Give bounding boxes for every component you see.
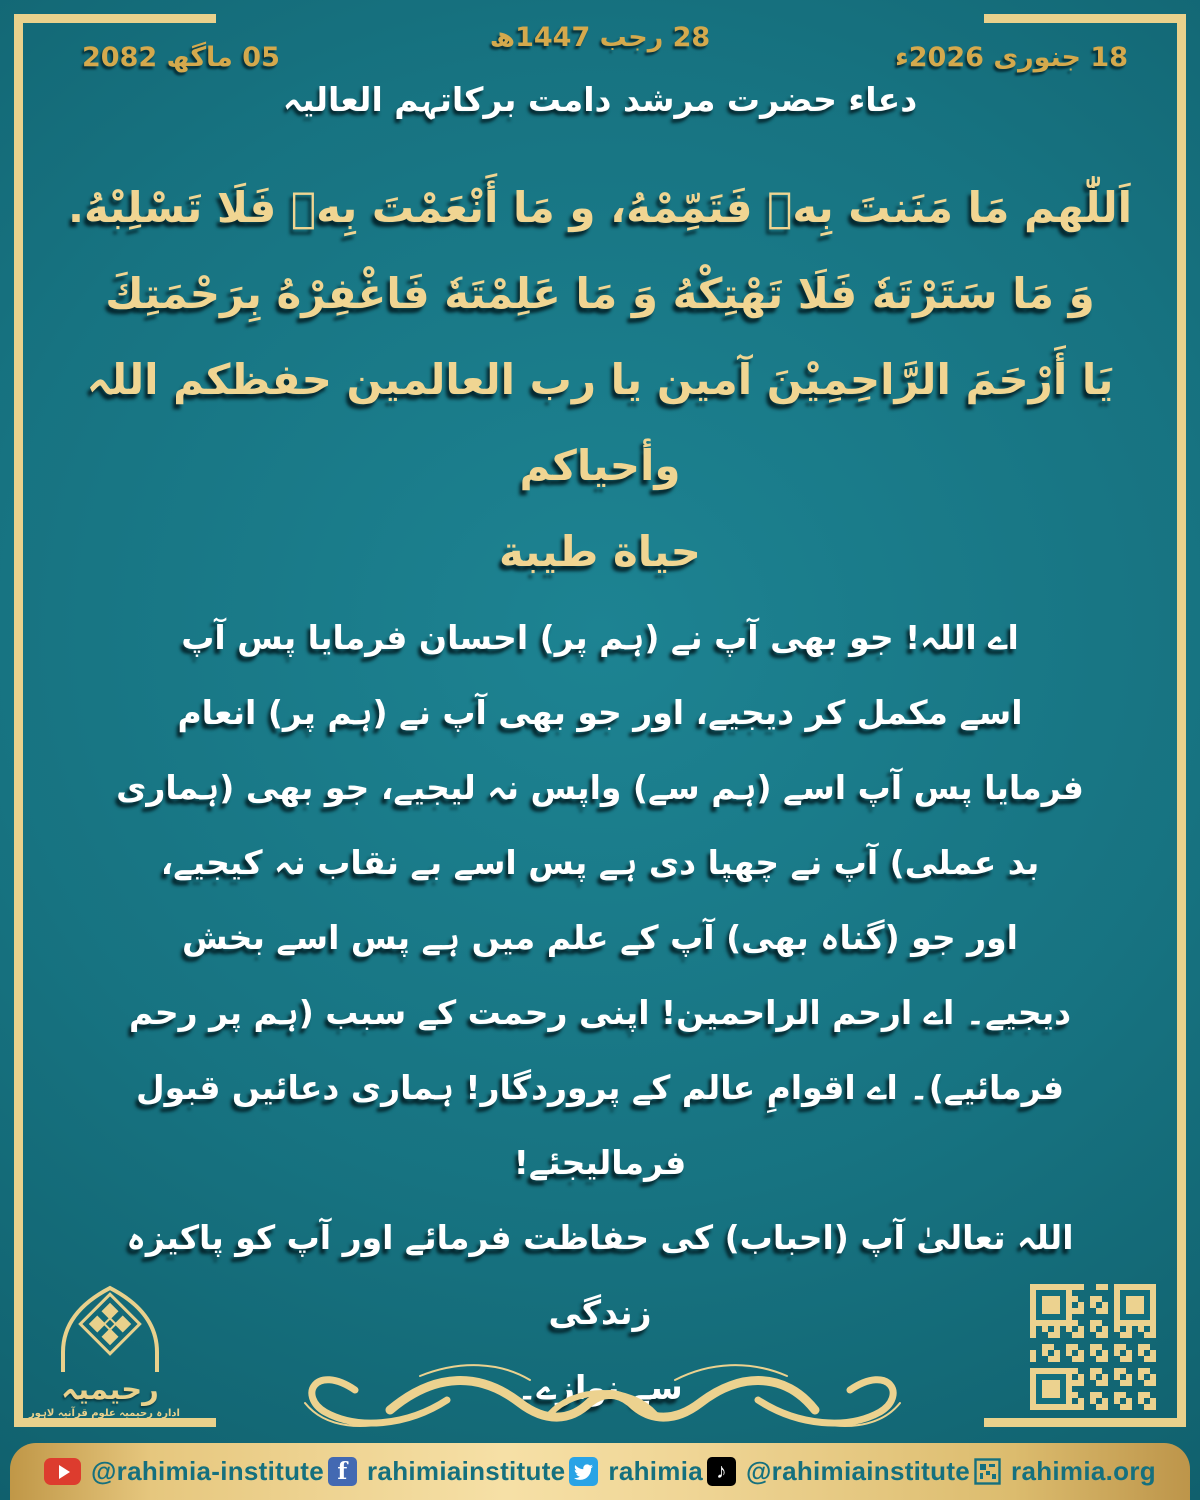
frame-left — [14, 14, 23, 1427]
urdu-line-5: اور جو (گناہ بھی) آپ کے علم میں ہے پس اسے بخش — [182, 918, 1018, 957]
urdu-line-8: اللہ تعالیٰ آپ (احباب) کی حفاظت فرمائے اور آپ کو پاکیزہ زندگی — [126, 1218, 1074, 1332]
footer-facebook-link[interactable] — [328, 1456, 565, 1487]
urdu-line-9: سے نوازے۔ — [517, 1368, 683, 1407]
date-gregorian: 18 جنوری 2026ء — [894, 42, 1128, 73]
arabic-line-4: حیاة طیبة — [499, 527, 701, 576]
rahimia-arch-logo-icon — [45, 1280, 175, 1372]
website-label: rahimia.org — [1011, 1456, 1156, 1486]
flourish-divider-icon — [295, 1358, 910, 1438]
qr-code — [1030, 1284, 1156, 1410]
urdu-line-7: فرمائیے)۔ اے اقوامِ عالم کے پروردگار! ہماری دعائیں قبول فرمالیجئے! — [136, 1068, 1064, 1182]
arabic-line-3: یَا أَرْحَمَ الرَّاحِمِیْنَ آمین یا رب العالمین حفظکم اللہ وأحیاکم — [86, 355, 1114, 490]
page-title: دعاء حضرت مرشد دامت برکاتہم العالیہ — [282, 80, 918, 119]
urdu-line-4: بد عملی) آپ نے چھپا دی ہے پس اسے بے نقاب نہ کیجیے، — [160, 843, 1040, 882]
qr-mini-icon — [974, 1458, 1001, 1485]
logo-subtitle: ادارہ رحیمیہ علومِ قرآنیہ لاہور — [29, 1408, 180, 1419]
youtube-handle: @rahimia-institute — [91, 1456, 325, 1486]
frame-right — [1177, 14, 1186, 1427]
urdu-line-2: اسے مکمل کر دیجیے، اور جو بھی آپ نے (ہم پر) انعام — [177, 693, 1023, 732]
facebook-f-icon: f — [328, 1457, 357, 1486]
date-hijri: 28 رجب 1447ھ — [489, 22, 711, 53]
arabic-line-1: اَللّٰهم مَا مَنَنتَ بِهٖ فَتَمِّمْهُ، و مَا أَنْعَمْتَ بِهٖ فَلَا تَسْلِبْهُ. — [68, 183, 1132, 232]
urdu-line-1: اے اللہ! جو بھی آپ نے (ہم پر) احسان فرمایا پس آپ — [181, 618, 1019, 657]
footer-website-link[interactable] — [974, 1456, 1156, 1487]
logo-name: رحیمیہ — [61, 1372, 159, 1406]
date-bikrami: 05 ماگھ 2082 — [82, 42, 280, 73]
arabic-line-2: وَ مَا سَتَرْتَهٗ فَلَا تَهْتِكْهُ وَ مَا عَلِمْتَهٗ فَاغْفِرْهُ بِرَحْمَتِكَ — [105, 269, 1095, 318]
footer-social-bar — [10, 1443, 1190, 1500]
urdu-translation — [70, 600, 1130, 1425]
twitter-handle: rahimia — [608, 1456, 703, 1486]
footer-youtube-link[interactable] — [44, 1456, 324, 1487]
twitter-bird-icon — [569, 1457, 598, 1486]
youtube-play-icon — [44, 1458, 81, 1485]
footer-tiktok-link[interactable] — [707, 1456, 970, 1487]
rahimia-logo — [29, 1280, 180, 1419]
urdu-line-3: فرمایا پس آپ اسے (ہم سے) واپس نہ لیجیے، جو بھی (ہماری — [116, 768, 1084, 807]
arabic-prayer — [55, 165, 1145, 595]
tiktok-note-icon: ♪ — [707, 1457, 736, 1486]
urdu-line-6: دیجیے۔ اے ارحم الراحمین! اپنی رحمت کے سبب (ہم پر رحم — [128, 993, 1072, 1032]
facebook-handle: rahimiainstitute — [367, 1456, 566, 1486]
footer-twitter-link[interactable] — [569, 1456, 703, 1487]
tiktok-handle: @rahimiainstitute — [746, 1456, 971, 1486]
